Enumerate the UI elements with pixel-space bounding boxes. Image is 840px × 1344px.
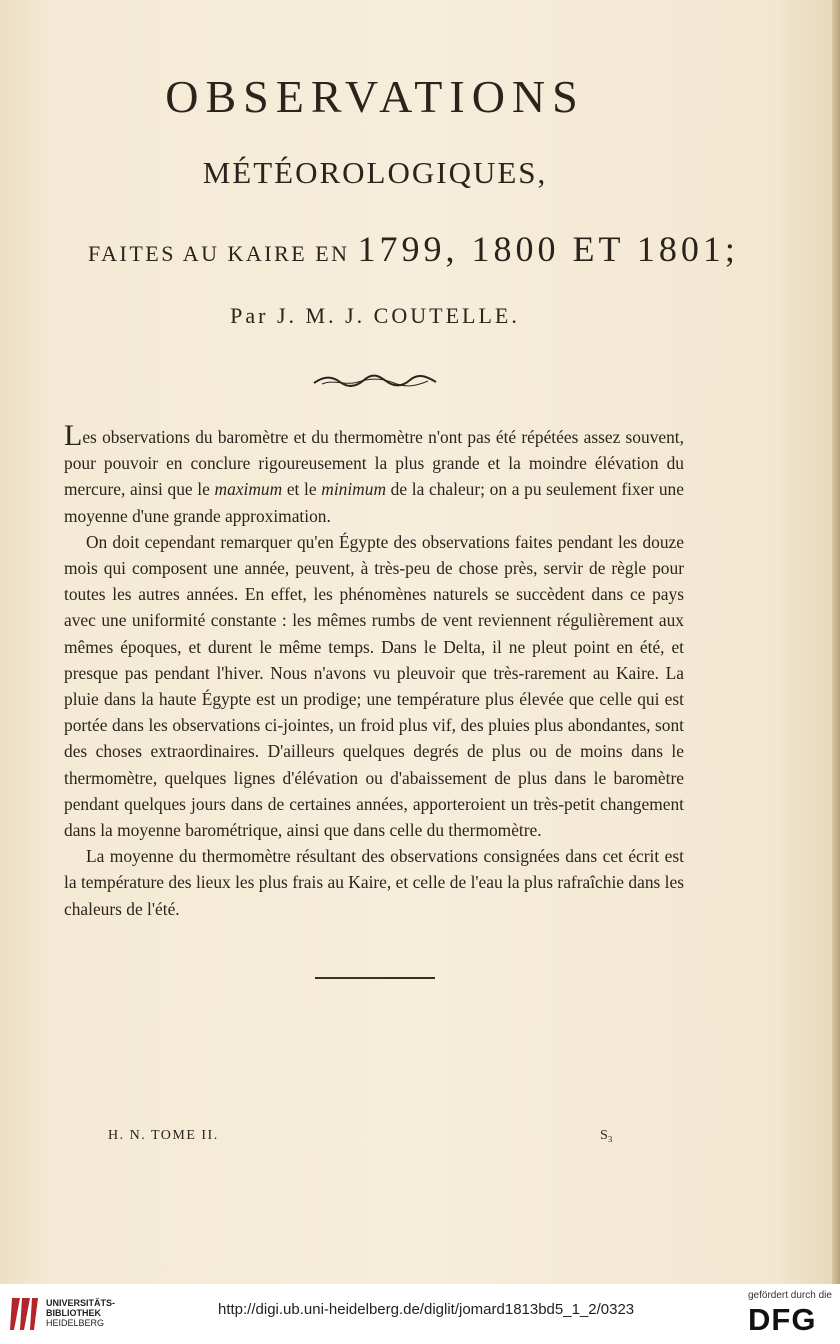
university-library-logo-icon bbox=[8, 1294, 40, 1334]
paragraph-1 bbox=[64, 419, 684, 529]
paragraph-3: La moyenne du thermomètre résultant des observations consignées dans cet écrit est la température des lieux les plus frais au Kaire, et celle de l'eau la plus rafraîchie dans les chaleurs de l'été. bbox=[64, 846, 684, 919]
term-minimum: minimum bbox=[321, 479, 386, 500]
page-edge bbox=[832, 0, 840, 1284]
library-line-2: BIBLIOTHEK bbox=[46, 1308, 101, 1318]
footer-volume: H. N. TOME II. bbox=[108, 1128, 219, 1143]
flourish-ornament bbox=[312, 374, 438, 388]
paragraph-1-text-c: de la chaleur; on a pu seulement fixer une moyenne d'une grande approximation. bbox=[64, 479, 684, 526]
paragraph-1-text-b: et le bbox=[282, 479, 322, 500]
section-rule bbox=[315, 977, 435, 979]
paragraph-1-text-a: es observations du baromètre et du thermomètre n'ont pas été répétées assez souvent, pour pouvoir en conclure rigoureusement la plus grande et la moindre élévation du mercure, ainsi que le bbox=[64, 427, 684, 500]
university-library-name[interactable] bbox=[46, 1298, 115, 1328]
title-line-kaire bbox=[88, 228, 739, 270]
paragraph-2: On doit cependant remarquer qu'en Égypte des observations faites pendant les douze mois qui composent une année, peuvent, à très-peu de chose près, servir de règle pour toutes les autres années. En effet, les phénomènes naturels se succèdent dans ce pays avec une uniformité constante : les mêmes rumbs de vent reviennent régulièrement aux mêmes époques, et durent le même temps. Dans le Delta, il ne pleut point en été, et presque pas pendant l'hiver. Nous n'avons vu pleuvoir que très-rarement au Kaire. La pluie dans la haute Égypte est un prodige; une température plus élevée que celle qui est portée dans les observations ci-jointes, un froid plus vif, des pluies plus abondantes, sont des choses extraordinaires. D'ailleurs quelques degrés de plus ou de moins dans le thermomètre, quelques lignes d'élévation ou d'abaissement de plus dans le baromètre pendant quelques jours dans de certaines années, apporteroient un très-petit changement dans la moyenne barométrique, ainsi que dans celle du thermomètre. bbox=[64, 531, 684, 841]
title-meteorologiques: MÉTÉOROLOGIQUES, bbox=[202, 155, 548, 190]
author-byline: Par J. M. J. COUTELLE. bbox=[230, 303, 520, 328]
term-maximum: maximum bbox=[214, 479, 283, 500]
title-line-prefix: FAITES AU KAIRE EN bbox=[88, 241, 350, 266]
drop-cap: L bbox=[64, 419, 83, 452]
title-observations: OBSERVATIONS bbox=[165, 71, 585, 122]
library-line-3: HEIDELBERG bbox=[46, 1318, 105, 1328]
viewer-footer-bar bbox=[0, 1284, 840, 1344]
permalink-url[interactable]: http://digi.ub.uni-heidelberg.de/diglit/jomard1813bd5_1_2/0323 bbox=[218, 1301, 635, 1318]
funding-label: gefördert durch die bbox=[748, 1290, 832, 1301]
article-body bbox=[64, 419, 684, 922]
dfg-logo[interactable]: DFG bbox=[748, 1302, 817, 1337]
library-line-1: UNIVERSITÄTS- bbox=[46, 1298, 116, 1308]
footer-signature: S₃ bbox=[600, 1128, 613, 1143]
title-line-years: 1799, 1800 ET 1801; bbox=[357, 229, 739, 269]
